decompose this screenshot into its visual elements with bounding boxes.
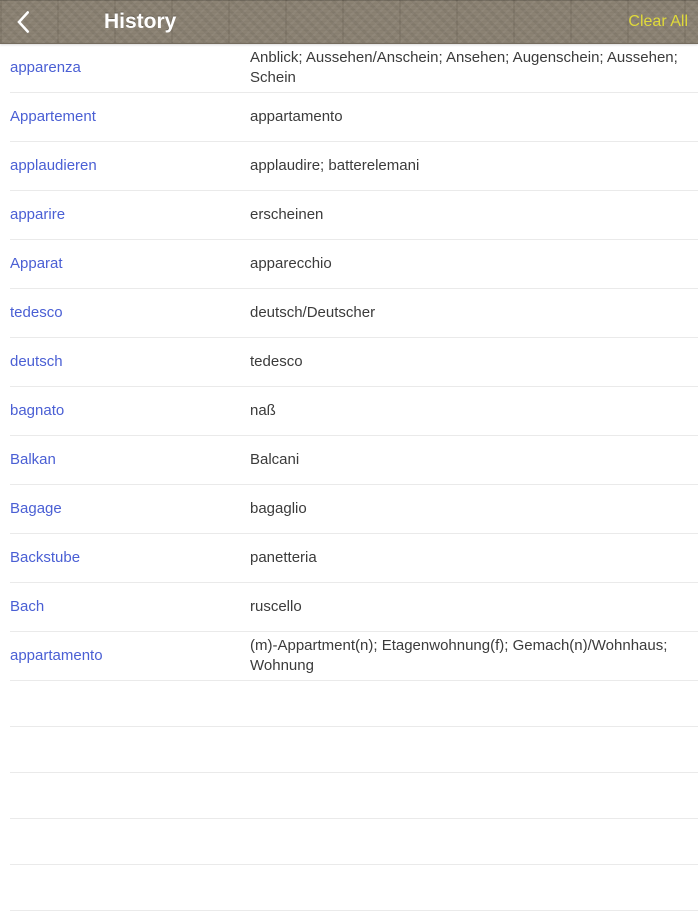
- entry-translation: panetteria: [250, 549, 317, 566]
- history-row[interactable]: [10, 93, 698, 142]
- entry-translation: deutsch/Deutscher: [250, 304, 376, 321]
- entry-translation: bagaglio: [250, 500, 307, 517]
- entry-word: applaudieren: [10, 157, 97, 174]
- empty-row: [10, 819, 698, 865]
- entry-translation: apparecchio: [250, 255, 332, 272]
- history-row[interactable]: [10, 44, 698, 93]
- history-row[interactable]: [10, 534, 698, 583]
- chevron-left-icon: [15, 9, 31, 35]
- history-row[interactable]: [10, 583, 698, 632]
- history-list: [0, 44, 698, 911]
- empty-row: [10, 773, 698, 819]
- entry-word: Apparat: [10, 255, 63, 272]
- entry-translation: appartamento: [250, 108, 343, 125]
- page-title: History: [104, 10, 177, 33]
- entry-translation: ruscello: [250, 598, 302, 615]
- entry-word: bagnato: [10, 402, 65, 419]
- entry-word: appartamento: [10, 647, 103, 664]
- history-row[interactable]: [10, 240, 698, 289]
- entry-translation: Balcani: [250, 451, 300, 468]
- entry-word: apparenza: [10, 59, 81, 76]
- history-row[interactable]: [10, 485, 698, 534]
- entry-word: Bach: [10, 598, 45, 615]
- entry-word: Balkan: [10, 451, 56, 468]
- entry-word: deutsch: [10, 353, 63, 370]
- entry-word: apparire: [10, 206, 66, 223]
- history-row[interactable]: [10, 387, 698, 436]
- entry-translation: naß: [250, 402, 276, 419]
- history-row[interactable]: [10, 338, 698, 387]
- entry-translation: (m)-Appartment(n); Etagenwohnung(f); Gemach(n)/Wohnhaus; Wohnung: [250, 637, 668, 674]
- history-row[interactable]: [10, 289, 698, 338]
- empty-row: [10, 865, 698, 911]
- entry-translation: Anblick; Aussehen/Anschein; Ansehen; Augenschein; Aussehen; Schein: [250, 49, 678, 86]
- history-row[interactable]: [10, 632, 698, 681]
- entry-word: Bagage: [10, 500, 62, 517]
- entry-word: Appartement: [10, 108, 96, 125]
- clear-all-button[interactable]: Clear All: [624, 0, 692, 43]
- entry-translation: applaudire; batterelemani: [250, 157, 420, 174]
- entry-translation: erscheinen: [250, 206, 324, 223]
- history-row[interactable]: [10, 191, 698, 240]
- back-button[interactable]: [8, 6, 38, 38]
- history-row[interactable]: [10, 142, 698, 191]
- history-row[interactable]: [10, 436, 698, 485]
- empty-row: [10, 727, 698, 773]
- navbar: [0, 0, 698, 44]
- empty-row: [10, 681, 698, 727]
- entry-word: tedesco: [10, 304, 63, 321]
- entry-translation: tedesco: [250, 353, 303, 370]
- entry-word: Backstube: [10, 549, 81, 566]
